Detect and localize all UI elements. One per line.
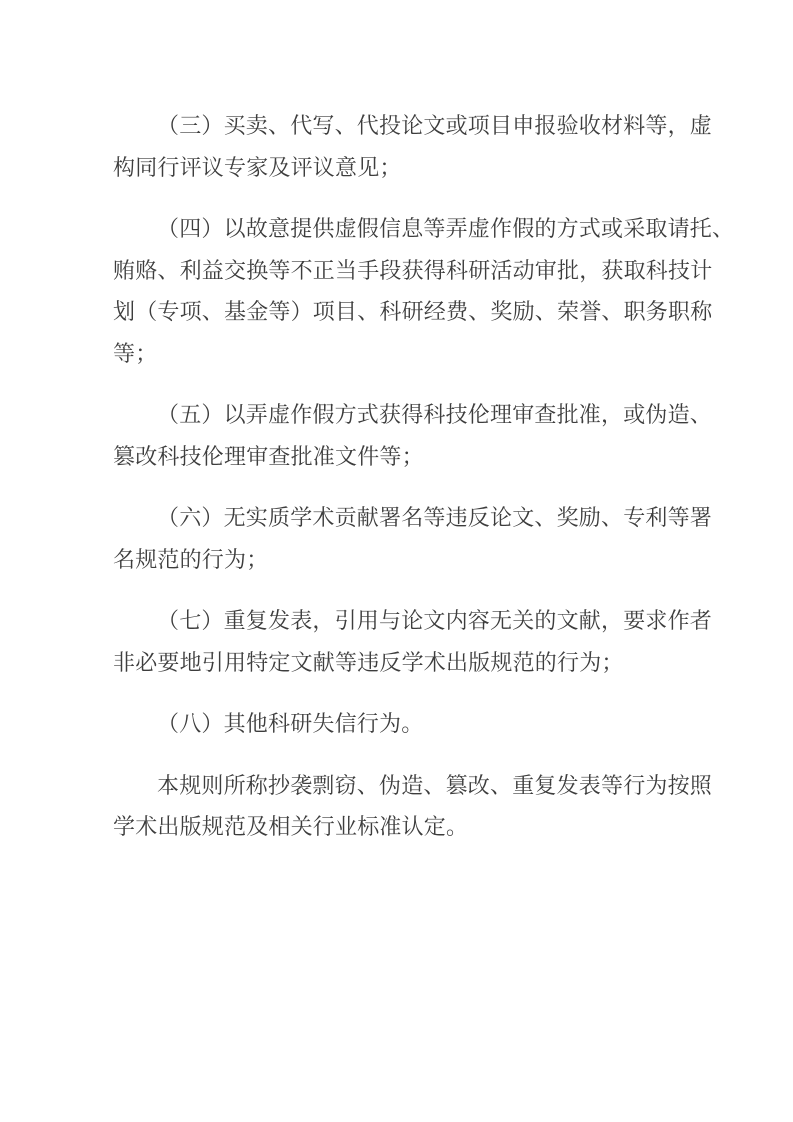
paragraph-item-4 xyxy=(113,208,735,374)
text-line: 非必要地引用特定文献等违反学术出版规范的行为； xyxy=(113,649,624,675)
text-line: （六）无实质学术贡献署名等违反论文、奖励、专利等署 xyxy=(157,505,713,530)
paragraph-item-3 xyxy=(113,105,713,188)
text-line: （五）以弄虚作假方式获得科技伦理审查批准，或伪造、 xyxy=(157,402,713,427)
text-line: 贿赂、利益交换等不正当手段获得科研活动审批，获取科技计 xyxy=(113,257,713,283)
paragraph-closing-note xyxy=(113,765,713,848)
text-line: 等； xyxy=(113,340,158,366)
paragraph-item-7 xyxy=(113,600,713,683)
document-body xyxy=(113,105,735,868)
text-line: 篡改科技伦理审查批准文件等； xyxy=(113,443,424,469)
text-line: （三）买卖、代写、代投论文或项目申报验收材料等，虚 xyxy=(157,113,713,138)
paragraph-item-5 xyxy=(113,394,713,477)
text-line: 划（专项、基金等）项目、科研经费、奖励、荣誉、职务职称 xyxy=(113,299,713,324)
paragraph-item-6 xyxy=(113,497,713,580)
text-line: 本规则所称抄袭剽窃、伪造、篡改、重复发表等行为按照 xyxy=(157,772,713,798)
text-line: （七）重复发表，引用与论文内容无关的文献，要求作者 xyxy=(157,608,713,633)
text-line: 构同行评议专家及评议意见； xyxy=(113,154,402,180)
paragraph-item-8 xyxy=(113,703,687,745)
text-line: （四）以故意提供虚假信息等弄虚作假的方式或采取请托、 xyxy=(157,216,735,241)
text-line: 名规范的行为； xyxy=(113,546,269,572)
text-line: 学术出版规范及相关行业标准认定。 xyxy=(113,814,469,839)
text-line: （八）其他科研失信行为。 xyxy=(157,711,424,736)
